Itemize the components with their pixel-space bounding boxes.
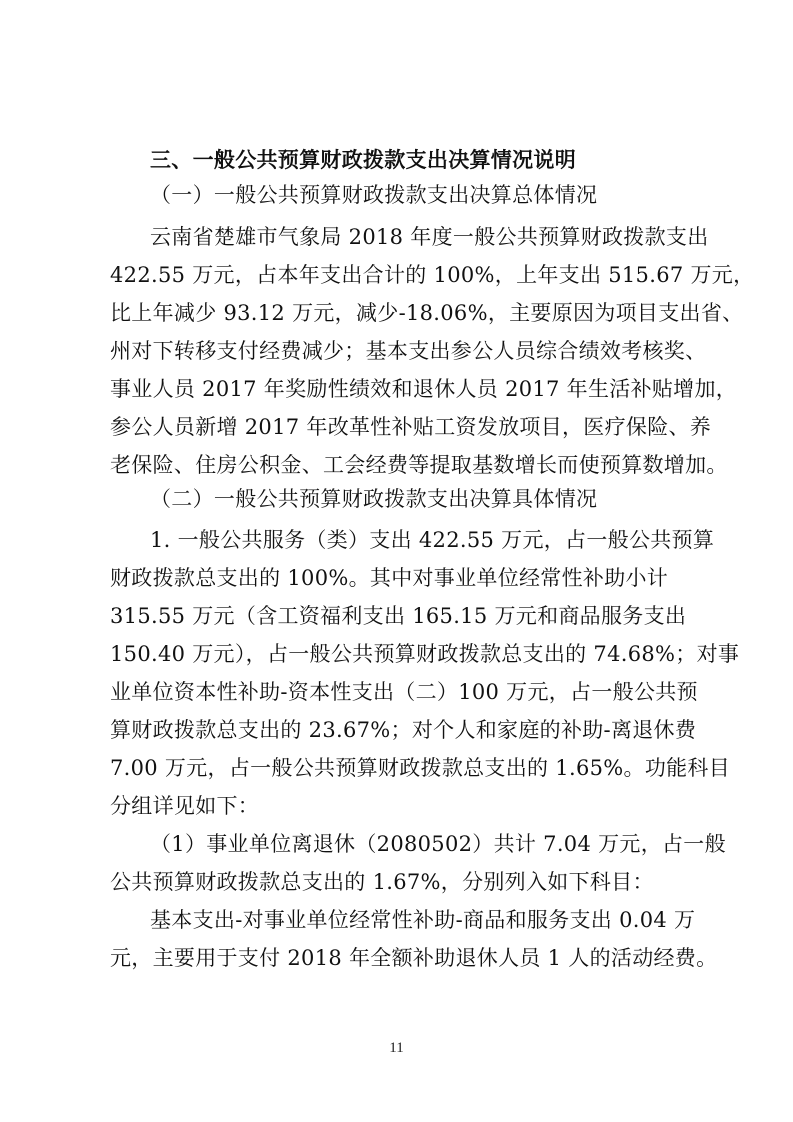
paragraph-line: 1. 一般公共服务（类）支出 422.55 万元，占一般公共预算 — [150, 528, 715, 552]
paragraph-line: 算财政拨款总支出的 23.67%；对个人和家庭的补助-离退休费 — [110, 718, 697, 742]
paragraph-line: 事业人员 2017 年奖励性绩效和退休人员 2017 年生活补贴增加， — [110, 377, 738, 401]
paragraph-line: 州对下转移支付经费减少；基本支出参公人员综合绩效考核奖、 — [110, 339, 707, 363]
paragraph-line: 315.55 万元（含工资福利支出 165.15 万元和商品服务支出 — [110, 604, 687, 628]
paragraph-line: 公共预算财政拨款总支出的 1.67%，分别列入如下科目： — [110, 870, 654, 894]
page-number: 11 — [389, 1040, 404, 1056]
subsection-heading-overall: （一）一般公共预算财政拨款支出决算总体情况 — [150, 183, 598, 207]
subsection-heading-detail: （二）一般公共预算财政拨款支出决算具体情况 — [150, 487, 598, 511]
paragraph-line: 元，主要用于支付 2018 年全额补助退休人员 1 人的活动经费。 — [110, 946, 718, 970]
paragraph-line: 基本支出-对事业单位经常性补助-商品和服务支出 0.04 万 — [150, 908, 696, 932]
section-heading: 三、一般公共预算财政拨款支出决算情况说明 — [150, 148, 576, 172]
paragraph-line: 参公人员新增 2017 年改革性补贴工资发放项目，医疗保险、养 — [110, 415, 712, 439]
paragraph-line: 150.40 万元），占一般公共预算财政拨款总支出的 74.68%；对事 — [110, 642, 740, 666]
paragraph-line: 比上年减少 93.12 万元，减少-18.06%，主要原因为项目支出省、 — [110, 301, 744, 325]
paragraph-line: 老保险、住房公积金、工会经费等提取基数增长而使预算数增加。 — [110, 453, 728, 477]
paragraph-line: 分组详见如下： — [110, 794, 260, 818]
paragraph-line: 422.55 万元，占本年支出合计的 100%，上年支出 515.67 万元， — [110, 263, 755, 287]
paragraph-line: 业单位资本性补助-资本性支出（二）100 万元，占一般公共预 — [110, 680, 698, 704]
paragraph-line: 云南省楚雄市气象局 2018 年度一般公共预算财政拨款支出 — [150, 225, 709, 249]
paragraph-line: 财政拨款总支出的 100%。其中对事业单位经常性补助小计 — [110, 566, 669, 590]
paragraph-line: 7.00 万元，占一般公共预算财政拨款总支出的 1.65%。功能科目 — [110, 756, 731, 780]
paragraph-line: （1）事业单位离退休（2080502）共计 7.04 万元，占一般 — [150, 832, 726, 856]
